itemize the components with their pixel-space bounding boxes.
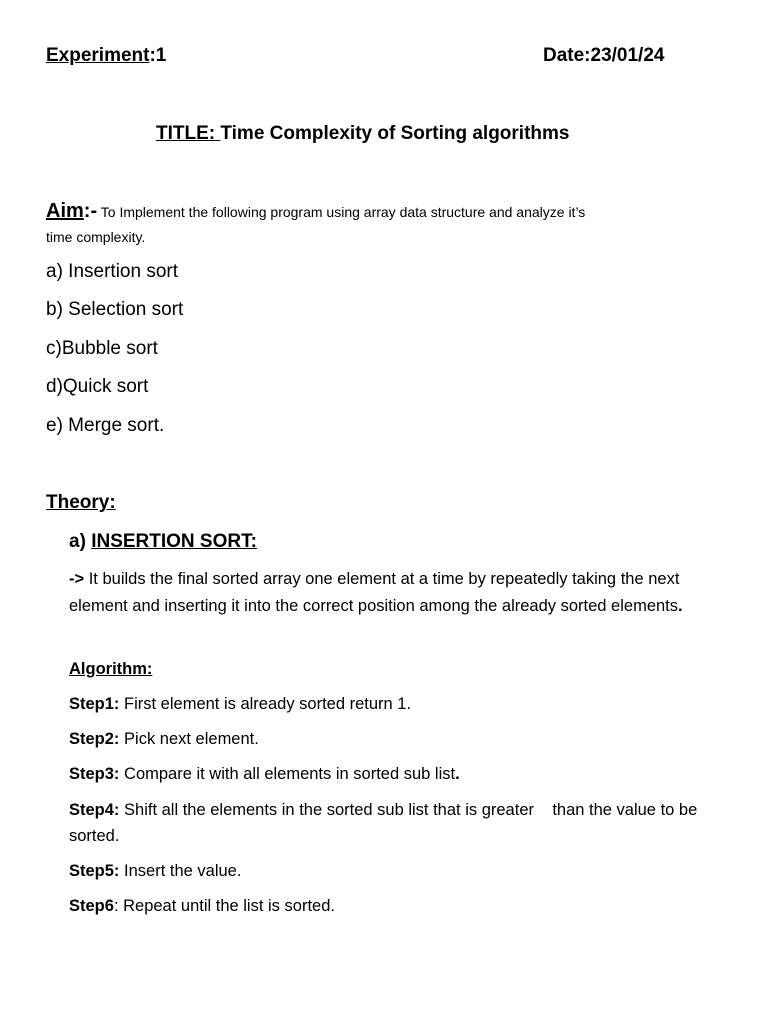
experiment-label: Experiment	[46, 45, 150, 66]
aim-text-line2: time complexity.	[46, 229, 146, 245]
list-item: a) Insertion sort	[46, 261, 178, 282]
list-item: e) Merge sort.	[46, 415, 165, 436]
arrow-symbol: ->	[69, 570, 85, 588]
section-prefix: a)	[69, 531, 92, 552]
step-text: Compare it with all elements in sorted sub list	[119, 765, 456, 783]
aim-label: Aim	[46, 200, 84, 222]
title-text: Time Complexity of Sorting algorithms	[220, 123, 570, 144]
step-item	[69, 730, 259, 749]
list-item: b) Selection sort	[46, 299, 184, 320]
description-end: .	[678, 597, 683, 615]
algorithm-heading: Algorithm:	[69, 660, 153, 678]
step-text: Pick next element.	[119, 730, 259, 748]
description-text: It builds the final sorted array one element at a time by repeatedly taking the next element and inserting it into the correct position among the already sorted elements	[69, 570, 680, 615]
aim-line	[46, 200, 585, 223]
list-item: d)Quick sort	[46, 376, 149, 397]
section-title: INSERTION SORT:	[91, 531, 257, 552]
insertion-description	[69, 566, 729, 620]
section-heading	[69, 531, 257, 553]
experiment-header	[46, 45, 166, 67]
step-text: Insert the value.	[119, 862, 242, 880]
aim-text-line1: To Implement the following program using array data structure and analyze it’s	[97, 204, 586, 220]
date-label: Date:23/01/24	[543, 45, 665, 66]
step-label: Step2:	[69, 730, 120, 748]
step-item	[69, 797, 729, 849]
step-label: Step1:	[69, 695, 120, 713]
aim-separator: :-	[83, 200, 98, 222]
step-item	[69, 862, 241, 881]
step-label: Step3:	[69, 765, 120, 783]
step-text: : Repeat until the list is sorted.	[113, 897, 335, 915]
step-item	[69, 897, 335, 916]
step-end: .	[455, 765, 460, 783]
step-text: First element is already sorted return 1.	[119, 695, 412, 713]
step-label: Step5:	[69, 862, 120, 880]
experiment-number: :1	[149, 45, 167, 66]
step-text: Shift all the elements in the sorted sub list that is greater than the value to be sorted.	[69, 801, 702, 845]
step-label: Step6	[69, 897, 114, 915]
step-label: Step4:	[69, 801, 120, 819]
step-item	[69, 765, 460, 784]
page-title	[156, 123, 569, 145]
step-item	[69, 695, 411, 714]
theory-heading: Theory:	[46, 492, 116, 513]
title-prefix: TITLE:	[156, 123, 221, 144]
list-item: c)Bubble sort	[46, 338, 158, 359]
